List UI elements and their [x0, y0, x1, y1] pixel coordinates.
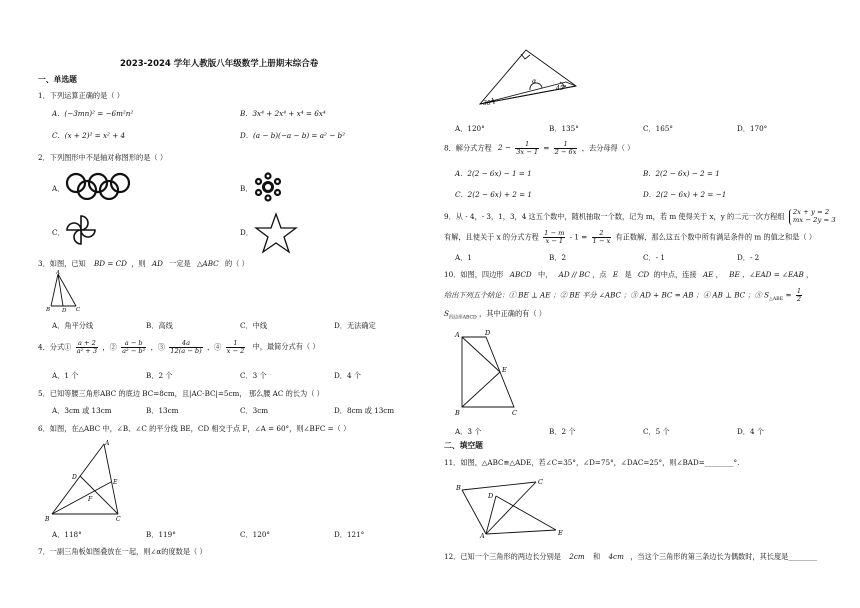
q11-label-a: A [480, 532, 485, 538]
q10-label-d: D [485, 329, 491, 337]
q8-option-a[interactable]: A．2(2 − 6x) − 1 = 1 [455, 169, 532, 178]
q7-set-square-figure [472, 46, 582, 110]
q6-triangle-figure [44, 440, 134, 522]
q6-label-c: C [116, 516, 121, 522]
question-6-stem: 6．如图，在△ABC 中，∠B、∠C 的平分线 BE，CD 相交于点 F，∠A = 60°，则∠BFC =（ ） [38, 424, 351, 433]
q10-option-a[interactable]: A．3 个 [455, 427, 482, 436]
q3-option-c[interactable]: C．中线 [240, 321, 268, 330]
q10-label-a: A [455, 331, 460, 339]
q11-label-d: D [488, 492, 494, 500]
q4-option-c[interactable]: C．3 个 [240, 371, 267, 380]
q5-option-d[interactable]: D．8cm 或 13cm [334, 406, 395, 415]
q7-option-b[interactable]: B．135° [549, 124, 579, 133]
q5-option-c[interactable]: C．3cm [240, 406, 269, 415]
q8-fraction-1: $\frac{1}{3x - 1}$ [516, 140, 539, 156]
q3-option-b[interactable]: B．高线 [146, 321, 173, 330]
question-9-stem-line1: 9．从 - 4，- 3，1，3，4 这五个数中，随机抽取一个数，记为 m，若 m 使得关于 x，y 的二元一次方程组 2x + y = 2 mx − 2y = 3 [444, 208, 836, 224]
q6-option-a[interactable]: A．118° [52, 530, 82, 539]
q5-option-a[interactable]: A．3cm 或 13cm [52, 406, 112, 415]
q11-label-e: E [558, 529, 563, 537]
question-10-stem-line1: 10．如图，四边形 ABCD 中， AD // BC ，点 E 是 CD 的中点，连接 AE ， BE ，∠EAD = ∠EAB ， [444, 270, 814, 279]
question-10-stem-line3: $S_{四边形ABCD}$ ，其中正确的有（ ） [444, 309, 546, 321]
pinwheel-figure [64, 213, 98, 247]
star-figure [254, 212, 298, 254]
q8-fraction-2: $\frac{1}{2 - 6x}$ [554, 140, 577, 156]
q7-option-d[interactable]: D．170° [737, 124, 768, 133]
q8-option-b[interactable]: B．2(2 − 6x) − 2 = 1 [643, 169, 720, 178]
q8-option-d[interactable]: D．2(2 − 6x) + 2 = −1 [643, 190, 727, 199]
q3-label-b: B [46, 307, 51, 312]
question-4-stem: 4．分式① $\frac{a + 2}{\text{a² + 3}}$ ，② $\frac{a - b}{\text{a² − b²}}$ ，③ $\frac{4a}{12(a - b)}$ ，④ $\frac{1}{x - 2}$ 中，最简分式有（ ） [38, 339, 320, 355]
question-8-stem: 8．解分式方程 2 − $\frac{1}{3x - 1}$ = $\frac{1}{2 - 6x}$ ，去分母得（ ） [444, 140, 635, 156]
q3-triangle-figure [46, 270, 90, 312]
q7-option-c[interactable]: C．165° [643, 124, 673, 133]
q11-label-b: B [456, 484, 461, 492]
q3-label-a: A [56, 270, 60, 276]
q6-label-a: A [105, 440, 110, 447]
question-12-stem: 12．已知一个三角形的两边长分别是 2cm 和 4cm ，当这个三角形的第三条边长为偶数时，其长度是________ [444, 552, 818, 561]
q10-option-b[interactable]: B．2 个 [549, 427, 576, 436]
q9-option-b[interactable]: B．2 [549, 253, 567, 262]
page-title: 2023-2024 学年人教版八年级数学上册期末综合卷 [120, 59, 319, 69]
q10-label-c: C [512, 409, 517, 417]
q9-equation-system: 2x + y = 2 mx − 2y = 3 [789, 209, 836, 225]
question-10-stem-line2: 给出下列五个结论：① BE ⊥ AE ；② BE 平分 ∠ABC ；③ AD + BC = AB ；④ AB ⊥ BC ；⑤ $S_{\triangle ABE}$ = $\frac{1}{2}$ [444, 287, 802, 303]
q4-option-b[interactable]: B．2 个 [146, 371, 173, 380]
q4-fraction-1: $\frac{a + 2}{\text{a² + 3}}$ [76, 339, 98, 355]
question-3-stem: 3．如图，已知 BD = CD ，则 AD 一定是 △ABC 的（ ） [38, 259, 249, 268]
q2-option-c[interactable]: C． [52, 228, 65, 237]
question-5-stem: 5．已知等腰三角形ABC 的底边 BC=8cm，且|AC-BC|=5cm， 那么腰 AC 的长为（ ） [38, 389, 324, 398]
section-heading-single-choice: 一、单选题 [38, 75, 77, 84]
q6-option-c[interactable]: C．120° [240, 530, 270, 539]
q1-option-b[interactable]: B．3x⁴ + 2x⁴ + x⁴ = 6x⁴ [240, 109, 326, 118]
section-heading-fill-blank: 二、填空题 [444, 441, 483, 450]
q10-label-b: B [455, 409, 460, 417]
q9-option-c[interactable]: C．- 1 [643, 253, 665, 262]
question-7-stem: 7．一副三角板如图叠放在一起，则∠α的度数是（ ） [38, 547, 207, 556]
olympic-rings-figure [63, 172, 135, 200]
q9-option-d[interactable]: D．- 2 [737, 253, 760, 262]
q2-option-b[interactable]: B． [240, 184, 253, 193]
q10-fraction-half: $\frac{1}{2}$ [796, 287, 802, 303]
snowflake-figure [252, 171, 284, 203]
q2-option-a[interactable]: A． [52, 184, 65, 193]
q3-option-a[interactable]: A．角平分线 [52, 321, 94, 330]
q9-fraction-1: $\frac{1 - m}{x - 1}$ [544, 229, 565, 245]
question-1-stem: 1．下列运算正确的是（ ） [38, 91, 124, 100]
q7-option-a[interactable]: A．120° [455, 124, 485, 133]
q11-label-c: C [538, 478, 543, 486]
q3-label-c: C [76, 307, 81, 312]
q10-option-c[interactable]: C．5 个 [643, 427, 670, 436]
q9-option-a[interactable]: A．1 [455, 253, 472, 262]
q6-label-b: B [45, 516, 50, 522]
q6-label-e: E [113, 479, 118, 486]
q5-option-b[interactable]: B．13cm [146, 406, 179, 415]
q3-label-d: D [62, 308, 67, 312]
q7-label-30: 30° [483, 100, 494, 107]
q1-option-d[interactable]: D．(a − b)(−a − b) = a² − b² [240, 131, 345, 140]
q9-fraction-2: $\frac{2}{1 - x}$ [592, 229, 611, 245]
q11-triangles-figure [452, 472, 574, 538]
q1-option-c[interactable]: C．(x + 2)² = x² + 4 [52, 131, 126, 140]
q10-quadrilateral-figure [452, 327, 526, 419]
q6-label-d: D [72, 474, 77, 481]
q4-fraction-2: $\frac{a - b}{\text{a² − b²}}$ [122, 339, 146, 355]
q4-fraction-4: $\frac{1}{x - 2}$ [226, 339, 245, 355]
q10-option-d[interactable]: D．4 个 [737, 427, 764, 436]
q4-fraction-3: $\frac{4a}{12(a - b)}$ [170, 339, 202, 355]
q8-option-c[interactable]: C．2(2 − 6x) + 2 = 1 [455, 190, 532, 199]
q3-option-d[interactable]: D．无法确定 [334, 321, 376, 330]
q2-option-d[interactable]: D． [240, 228, 253, 237]
q6-label-f: F [88, 496, 93, 503]
q6-option-d[interactable]: D．121° [334, 530, 365, 539]
q7-label-alpha: α [532, 77, 537, 85]
question-11-stem: 11．如图，△ABC≌△ADE，若∠C=35°，∠D=75°，∠DAC=25°，则∠BAD=________°. [444, 458, 740, 467]
q7-label-45: 45° [556, 85, 567, 92]
q4-option-a[interactable]: A．1 个 [52, 371, 79, 380]
q1-option-a[interactable]: A．(−3mn)² = −6m²n² [52, 109, 134, 118]
q4-option-d[interactable]: D．4 个 [334, 371, 361, 380]
q10-label-e: E [502, 366, 507, 374]
question-2-stem: 2．下列图形中不是轴对称图形的是（ ） [38, 153, 168, 162]
q6-option-b[interactable]: B．119° [146, 530, 176, 539]
question-9-stem-line2: 有解，且使关于 x 的分式方程 $\frac{1 - m}{x - 1}$ - 1 = $\frac{2}{1 - x}$ 有正数解，那么这五个数中所有满足条件的 m 的值之和是（ ） [444, 229, 817, 245]
